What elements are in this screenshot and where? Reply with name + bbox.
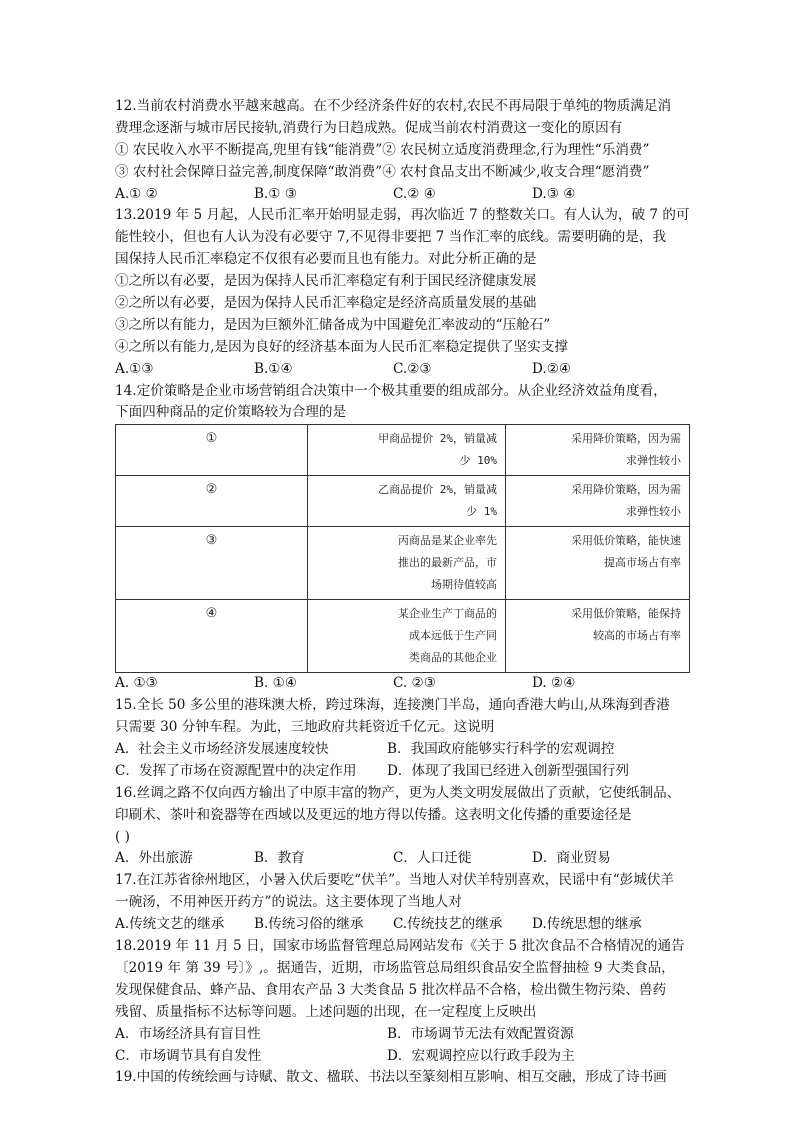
option-c: C. ②③ [393,675,436,692]
question-stem-line: 发现保健食品、蜂产品、食用农产品 3 大类食品 5 批次样品不合格，检出微生物污染、兽药 [115,981,667,998]
table-row [116,527,690,600]
question-stem-line: 残留、质量指标不达标等问题。上述问题的出现，在一定程度上反映出 [115,1003,537,1020]
strategy-cell [506,476,690,527]
cell-line: 采用降价策略，因为需 [571,483,681,497]
answer-options [115,673,690,695]
option-c: C．人口迁徙 [393,850,472,867]
commodity-cell [308,476,506,527]
question-18 [115,936,690,1067]
cell-line: 推出的最新产品，市 [398,556,497,570]
option-d: D.②④ [532,360,572,377]
option-b: B．教育 [254,850,305,867]
question-stem-line: 19.中国的传统绘画与诗赋、散文、楹联、书法以至篆刻相互影响、相互交融，形成了诗书画 [115,1069,667,1086]
row-number: ③ [116,527,308,600]
cell-line: 较高的市场占有率 [593,629,681,643]
exam-page [115,96,690,1089]
strategy-cell [506,425,690,476]
commodity-cell [308,425,506,476]
question-stem-line: ①之所以有必要，是因为保持人民币汇率稳定有利于国民经济健康发展 [115,273,537,290]
question-14 [115,381,690,696]
option-a: A.① ② [115,185,158,202]
question-15 [115,695,690,783]
option-a: A. ①③ [115,675,158,692]
question-stem-line: 费理念逐渐与城市居民接轨,消费行为日趋成熟。促成当前农村消费这一变化的原因有 [115,119,623,136]
option-c: C.② ④ [393,185,436,202]
cell-line: 场期待值较高 [431,578,497,592]
answer-options [115,761,690,783]
question-19 [115,1067,690,1089]
pricing-strategy-table [115,424,690,673]
question-17 [115,870,690,936]
question-stem-line: 国保持人民币汇率稳定不仅很有必要而且也有能力。对此分析正确的是 [115,251,537,268]
answer-options [115,848,690,870]
commodity-cell [308,600,506,673]
question-stem-line: 一碗汤，不用神医开药方”的说法。这主要体现了当地人对 [115,894,462,911]
row-number: ④ [116,600,308,673]
cell-line: 乙商品提价 2%，销量减 [378,483,497,497]
answer-options [115,914,690,936]
option-b: B.① ③ [254,185,298,202]
option-d: D.传统思想的继承 [532,916,642,933]
question-stem-line: 17.在江苏省徐州地区，小暑入伏后要吃“伏羊”。当地人对伏羊特别喜欢，民谣中有“彭城伏羊 [115,872,675,889]
question-stem-line: 13.2019 年 5 月起，人民币汇率开始明显走弱，再次临近 7 的整数关口。有人认为，破 7 的可 [115,207,690,224]
option-a: A．外出旅游 [115,850,193,867]
option-a: A．市场经济具有盲目性 [115,1025,261,1042]
question-stem-line: ( ) [115,828,130,845]
question-16 [115,783,690,871]
cell-line: 甲商品提价 2%，销量减 [378,432,497,446]
question-stem-line: ④之所以有能力,是因为良好的经济基本面为人民币汇率稳定提供了坚实支撑 [115,338,568,355]
cell-line: 提高市场占有率 [604,556,681,570]
table-row [116,600,690,673]
option-c: C．市场调节具有自发性 [115,1047,262,1064]
question-stem-line: 下面四种商品的定价策略较为合理的是 [115,404,347,421]
strategy-cell [506,527,690,600]
answer-options [115,1024,690,1046]
cell-line: 少 10% [459,454,497,468]
option-b: B．我国政府能够实行科学的宏观调控 [387,741,615,758]
question-13 [115,205,690,380]
question-stem-line: 18.2019 年 11 月 5 日，国家市场监督管理总局网站发布《关于 5 批次食品不合格情况的通告 [115,938,685,955]
option-b: B.传统习俗的继承 [254,916,364,933]
cell-line: 丙商品是某企业率先 [398,534,497,548]
option-d: D．体现了我国已经进入创新型强国行列 [387,762,629,779]
question-stem-line: 印刷术、茶叶和瓷器等在西域以及更远的地方得以传播。这表明文化传播的重要途径是 [115,806,632,823]
cell-line: 采用降价策略，因为需 [571,432,681,446]
question-stem-line: ②之所以有必要，是因为保持人民币汇率稳定是经济高质量发展的基础 [115,295,537,312]
strategy-cell [506,600,690,673]
question-stem-line: ③之所以有能力，是因为巨额外汇储备成为中国避免汇率波动的“压舱石” [115,316,551,333]
question-12 [115,96,690,205]
option-b: B. ①④ [254,675,298,692]
table-row [116,425,690,476]
question-stem-line: 只需要 30 分钟车程。为此，三地政府共耗资近千亿元。这说明 [115,719,495,736]
question-stem-line: ① 农民收入水平不断提高,兜里有钱“能消费”② 农民树立适度消费理念,行为理性“乐消费” [115,141,650,158]
question-stem-line: 16.丝调之路不仅向西方输出了中原丰富的物产，更为人类文明发展做出了贡献，它使纸制品、 [115,784,681,801]
answer-options [115,739,690,761]
question-stem-line: 14.定价策略是企业市场营销组合决策中一个极其重要的组成部分。从企业经济效益角度看， [115,382,667,399]
cell-line: 少 1% [466,505,497,519]
option-d: D．宏观调控应以行政手段为主 [387,1047,575,1064]
question-stem-line: 〔2019 年 第 39 号〕》,。据通告，近期，市场监管总局组织食品安全监督抽检 9 大类食品， [115,959,675,976]
cell-line: 采用低价策略，能快速 [571,534,681,548]
option-c: C．发挥了市场在资源配置中的决定作用 [115,762,357,779]
option-a: A.①③ [115,360,154,377]
row-number: ① [116,425,308,476]
table-row [116,476,690,527]
option-d: D．商业贸易 [532,850,611,867]
cell-line: 类商品的其他企业 [409,651,497,665]
option-d: D.③ ④ [532,185,576,202]
commodity-cell [308,527,506,600]
question-stem-line: 15.全长 50 多公里的港珠澳大桥，跨过珠海，连接澳门半岛，通向香港大屿山,从珠海到香港 [115,697,670,714]
option-c: C.传统技艺的继承 [393,916,503,933]
answer-options [115,184,690,206]
question-stem-line: 12.当前农村消费水平越来越高。在不少经济条件好的农村,农民不再局限于单纯的物质满足消 [115,98,672,114]
cell-line: 成本远低于生产同 [409,629,497,643]
option-c: C.②③ [393,360,432,377]
question-stem-line: 能性较小，但也有人认为没有必要守 7,不见得非要把 7 当作汇率的底线。需要明确的是，我 [115,229,667,246]
cell-line: 求弹性较小 [626,454,681,468]
option-a: A．社会主义市场经济发展速度较快 [115,741,329,758]
answer-options [115,359,690,381]
question-stem-line: ③ 农村社会保障日益完善,制度保障“敢消费”④ 农村食品支出不断减少,收支合理“愿消费” [115,163,650,180]
option-a: A.传统文艺的继承 [115,916,225,933]
cell-line: 采用低价策略，能保持 [571,607,681,621]
cell-line: 某企业生产丁商品的 [398,607,497,621]
option-b: B.①④ [254,360,293,377]
option-b: B．市场调节无法有效配置资源 [387,1025,574,1042]
answer-options [115,1046,690,1068]
option-d: D. ②④ [532,675,576,692]
cell-line: 求弹性较小 [626,505,681,519]
row-number: ② [116,476,308,527]
